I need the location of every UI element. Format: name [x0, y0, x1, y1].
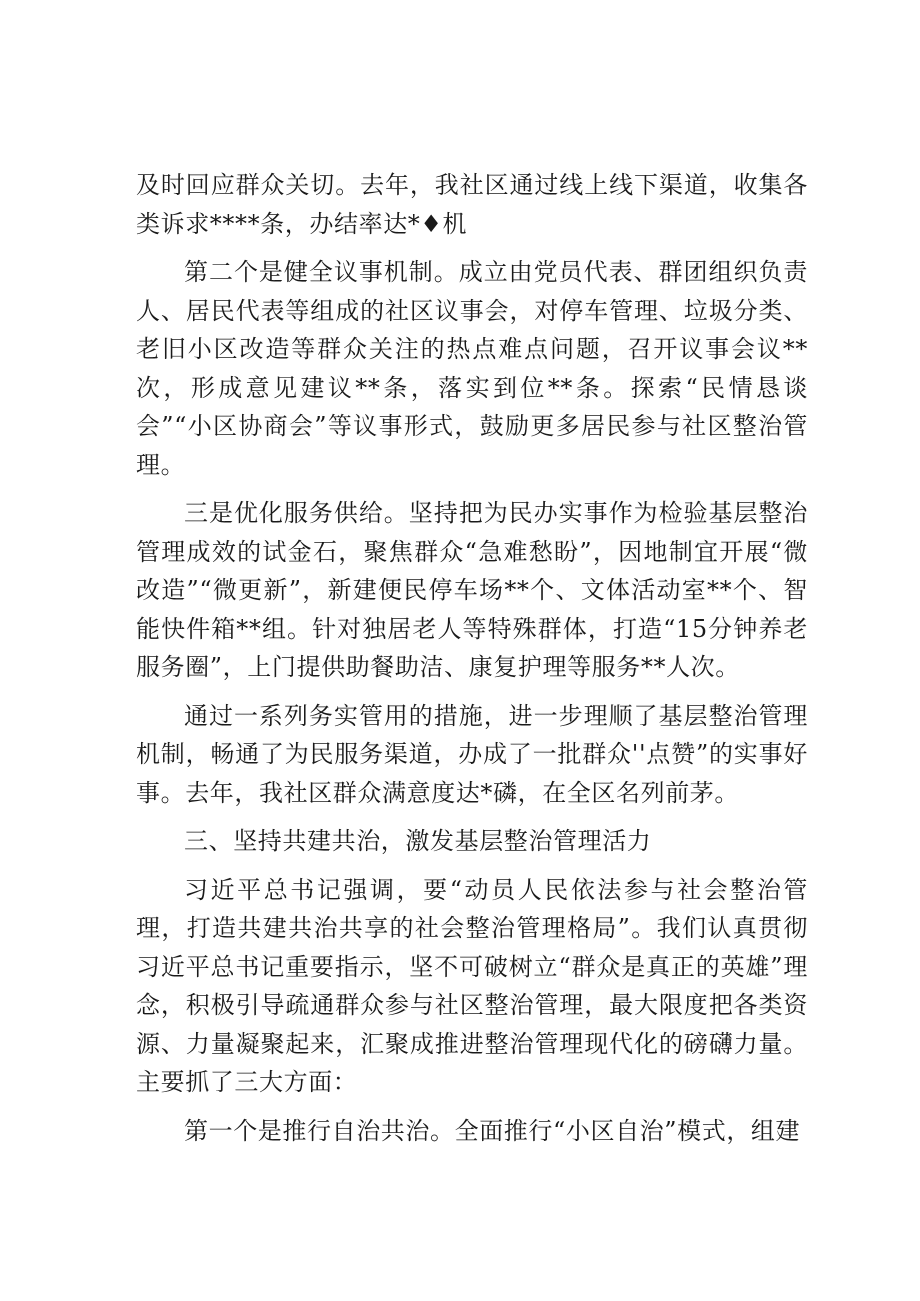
paragraph-complaint-handling: 及时回应群众关切。去年，我社区通过线上线下渠道，收集各类诉求****条，办结率达*♦机	[136, 171, 808, 238]
paragraph-deliberation-mechanism: 第二个是健全议事机制。成立由党员代表、群团组织负责人、居民代表等组成的社区议事会，对停车管理、垃圾分类、老旧小区改造等群众关注的热点难点问题，召开议事会议**次，形成意见建议**条，落实到位**条。探索“民情恳谈会”“小区协商会”等议事形式，鼓励更多居民参与社区整治管理。	[136, 258, 808, 479]
paragraph-summary: 通过一系列务实管用的措施，进一步理顺了基层整治管理机制，畅通了为民服务渠道，办成了一批群众''点赞”的实事好事。去年，我社区群众满意度达*磷，在全区名列前茅。	[136, 701, 808, 807]
section-heading: 三、坚持共建共治，激发基层整治管理活力	[184, 827, 652, 855]
paragraph-co-governance-intro: 习近平总书记强调，要“动员人民依法参与社会整治管理，打造共建共治共享的社会整治管理格局”。我们认真贯彻习近平总书记重要指示，坚不可破树立“群众是真正的英雄”理念，积极引导疏通群众参与社区整治管理，最大限度把各类资源、力量凝聚起来，汇聚成推进整治管理现代化的磅礴力量。主要抓了三大方面：	[136, 875, 808, 1096]
paragraph-self-governance: 第一个是推行自治共治。全面推行“小区自治”模式，组建	[184, 1116, 801, 1145]
paragraph-service-supply: 三是优化服务供给。坚持把为民办实事作为检验基层整治管理成效的试金石，聚焦群众“急难愁盼”，因地制宜开展“微改造”“微更新”，新建便民停车场**个、文体活动室**个、智能快件箱**组。针对独居老人等特殊群体，打造“15分钟养老服务圈”，上门提供助餐助洁、康复护理等服务**人次。	[136, 499, 808, 681]
document-body	[136, 166, 808, 1160]
